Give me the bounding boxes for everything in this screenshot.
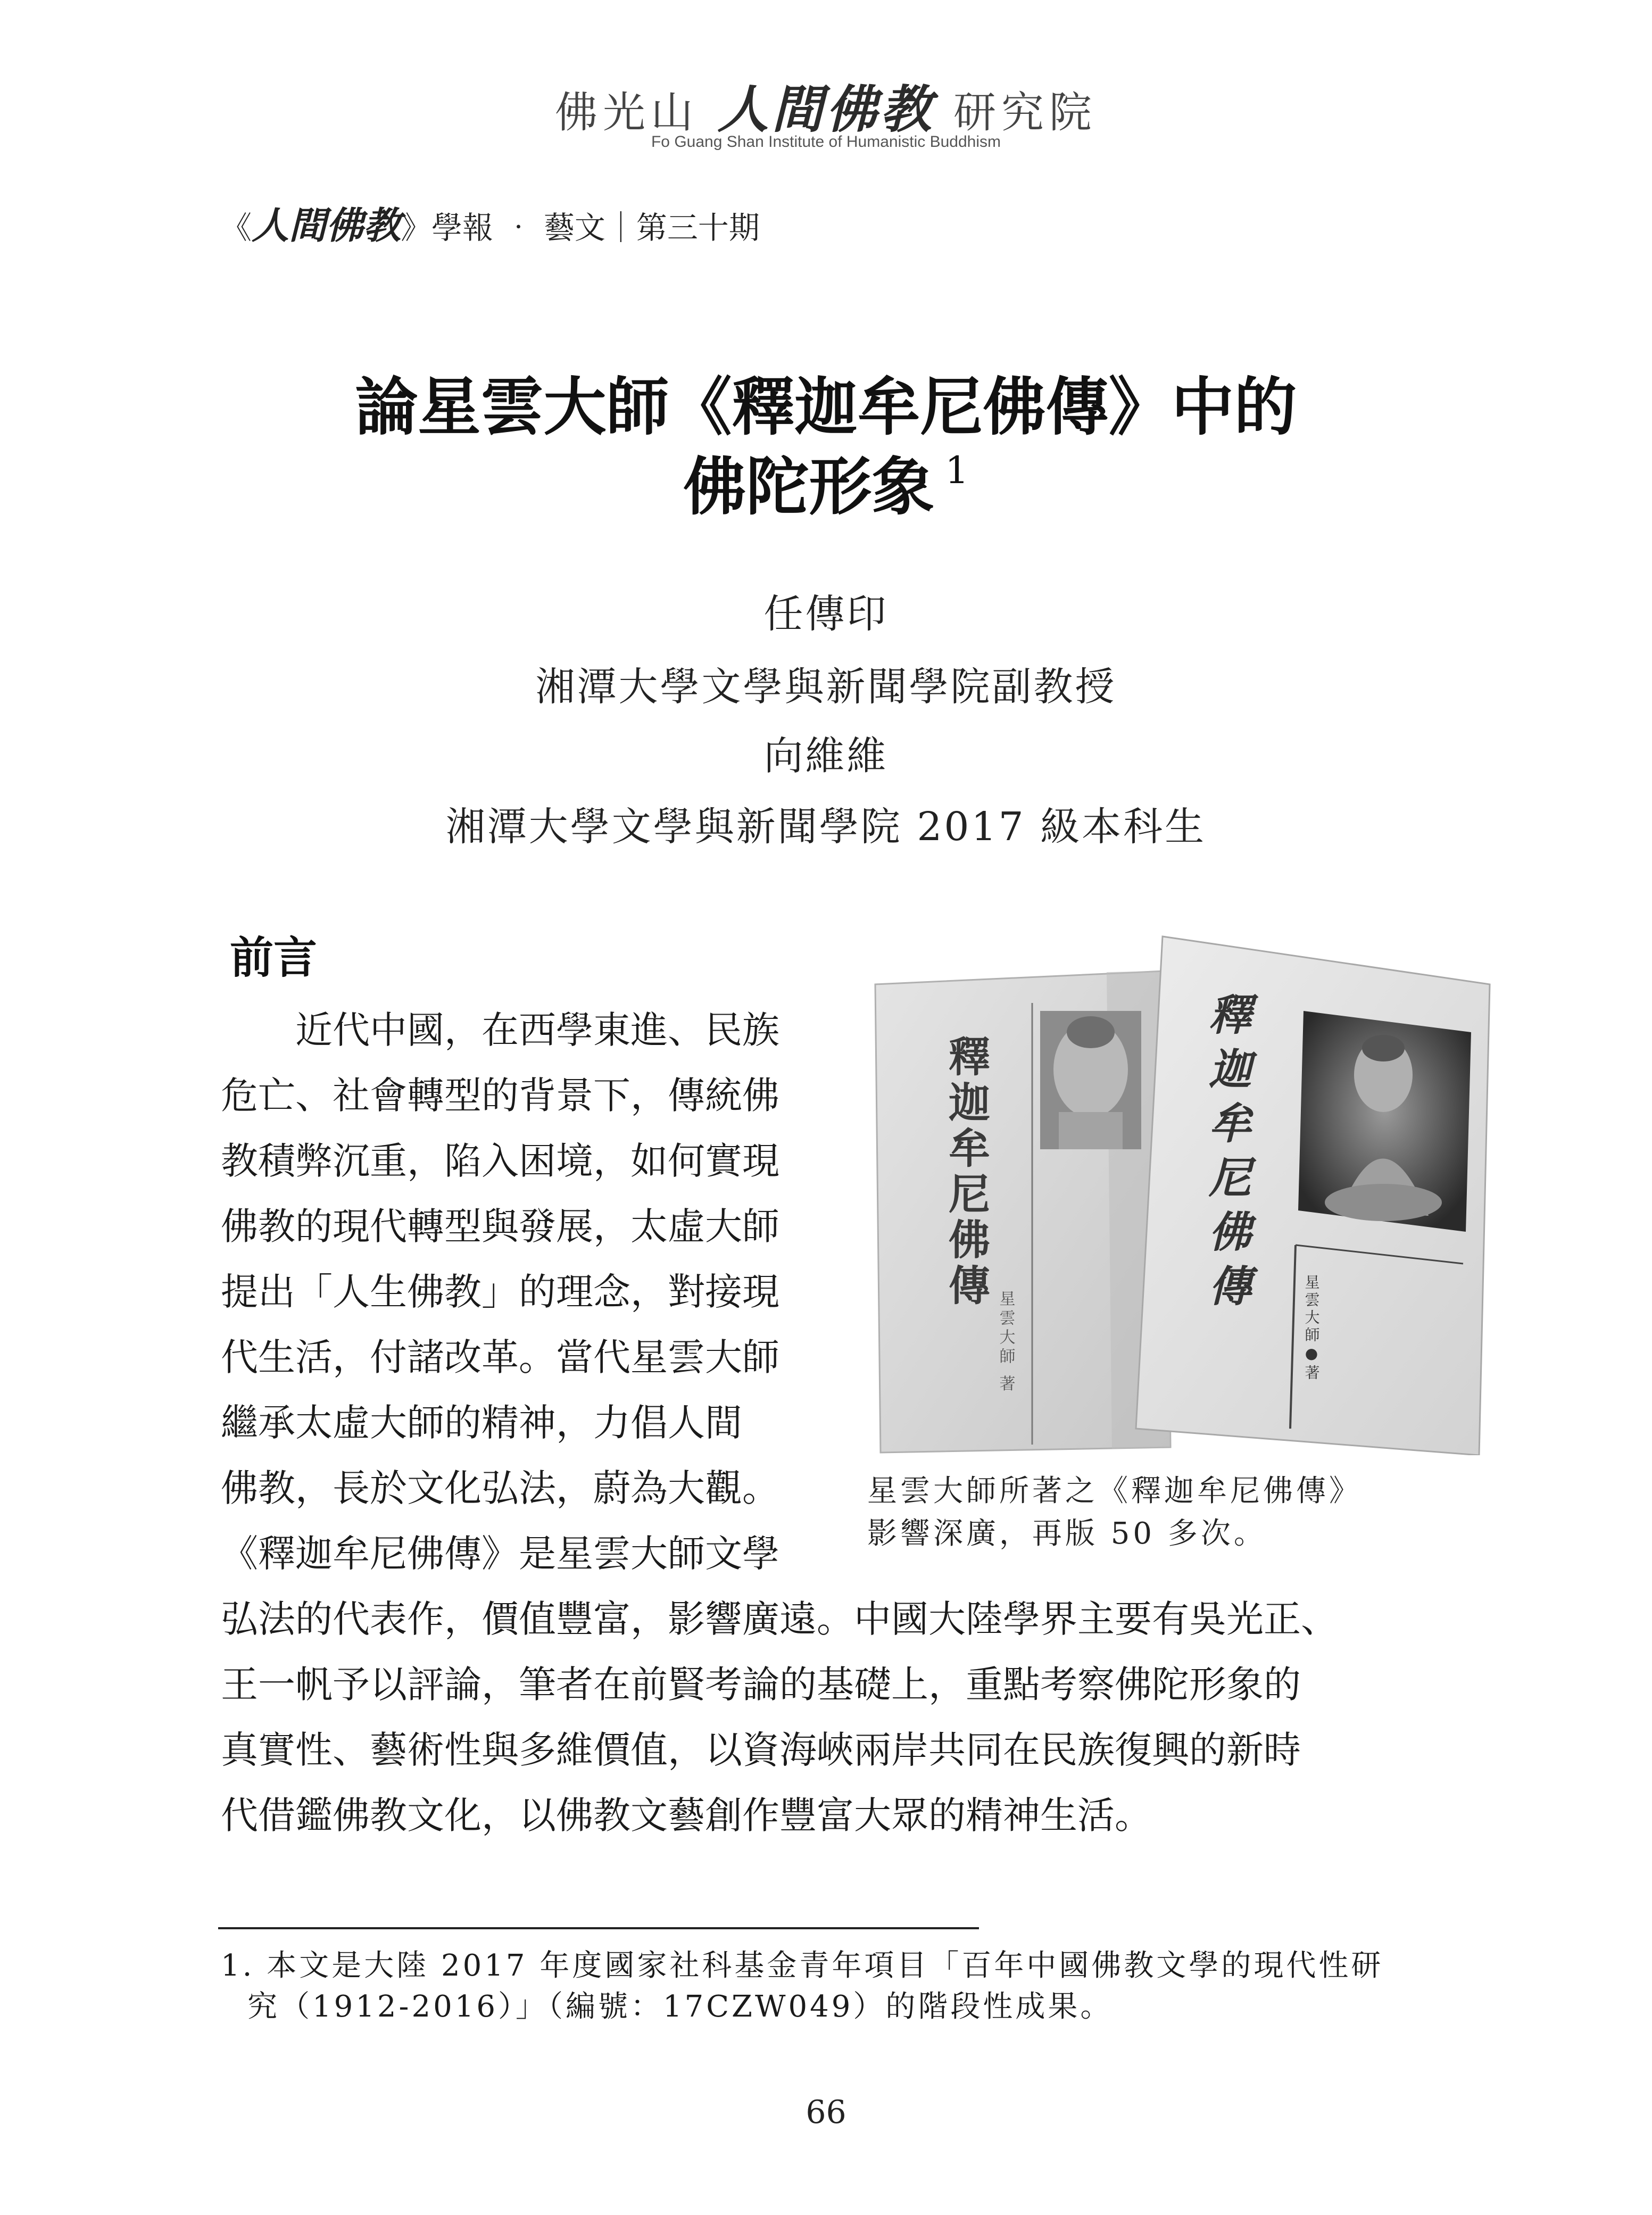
institute-logo [0, 69, 1652, 142]
figure-caption-line-2: 影響深廣，再版 50 多次。 [867, 1516, 1267, 1551]
running-head-rest: 》學報 ‧ 藝文｜第三十期 [401, 210, 760, 246]
article-title-text: 佛陀形象 [683, 450, 935, 524]
author-name-1: 任傳印 [763, 591, 889, 637]
institute-prefix: 佛光山 [555, 88, 699, 137]
book1-author: 星雲大師 著 [996, 1290, 1015, 1395]
body-line: 教積弊沉重，陷入困境，如何實現 [221, 1139, 779, 1183]
book-cover-left [875, 971, 1170, 1453]
body-line: 《釋迦牟尼佛傳》是星雲大師文學 [221, 1532, 779, 1575]
institute-suffix: 研究院 [953, 88, 1097, 137]
body-line: 佛教，長於文化弘法，蔚為大觀。 [221, 1466, 779, 1510]
footnote-divider [218, 1927, 979, 1929]
body-line: 近代中國，在西學東進、民族 [221, 1008, 779, 1052]
author-affiliation-2: 湘潭大學文學與新聞學院 2017 級本科生 [445, 804, 1207, 850]
body-line: 佛教的現代轉型與發展，太虛大師 [221, 1205, 779, 1248]
book1-title: 釋迦牟尼佛傳 [942, 1035, 990, 1309]
book-cover-right [1136, 936, 1490, 1455]
body-line: 提出「人生佛教」的理念，對接現 [221, 1270, 779, 1314]
body-line: 真實性、藝術性與多維價值，以資海峽兩岸共同在民族復興的新時 [221, 1728, 1301, 1772]
footnote-line-1: 1. 本文是大陸 2017 年度國家社科基金青年項目「百年中國佛教文學的現代性研 [221, 1948, 1384, 1983]
running-head [221, 196, 760, 250]
body-line: 代生活，付諸改革。當代星雲大師 [221, 1335, 779, 1379]
author-name-2: 向維維 [763, 733, 889, 779]
book2-author: 星雲大師●著 [1302, 1274, 1321, 1382]
article-title-line-2 [0, 436, 1652, 527]
footnote-line-2: 究（1912-2016）」（編號：17CZW049）的階段性成果。 [247, 1989, 1113, 2024]
page-number: 66 [806, 2094, 846, 2131]
institute-english-name: Fo Guang Shan Institute of Humanistic Buddhism [651, 133, 1001, 151]
body-line: 危亡、社會轉型的背景下，傳統佛 [221, 1074, 779, 1117]
book2-title: 釋迦牟尼佛傳 [1201, 992, 1251, 1318]
body-line: 王一帆予以評論，筆者在前賢考論的基礎上，重點考察佛陀形象的 [221, 1663, 1301, 1706]
section-heading: 前言 [230, 933, 318, 983]
body-line: 弘法的代表作，價值豐富，影響廣遠。中國大陸學界主要有吳光正、 [221, 1597, 1338, 1641]
body-line: 繼承太虛大師的精神，力倡人間 [221, 1401, 742, 1445]
article-title-line-1: 論星雲大師《釋迦牟尼佛傳》中的 [355, 370, 1297, 444]
title-footnote-mark[interactable]: 1 [945, 449, 969, 492]
running-head-open: 《 [221, 210, 252, 246]
institute-brand: 人間佛教 [717, 80, 935, 139]
body-line: 代借鑑佛教文化，以佛教文藝創作豐富大眾的精神生活。 [221, 1794, 1152, 1837]
author-affiliation-1: 湘潭大學文學與新聞學院副教授 [535, 664, 1117, 710]
book-covers-photo [873, 934, 1495, 1455]
figure-caption-line-1: 星雲大師所著之《釋迦牟尼佛傳》 [867, 1474, 1362, 1508]
running-head-brand: 人間佛教 [252, 204, 401, 247]
